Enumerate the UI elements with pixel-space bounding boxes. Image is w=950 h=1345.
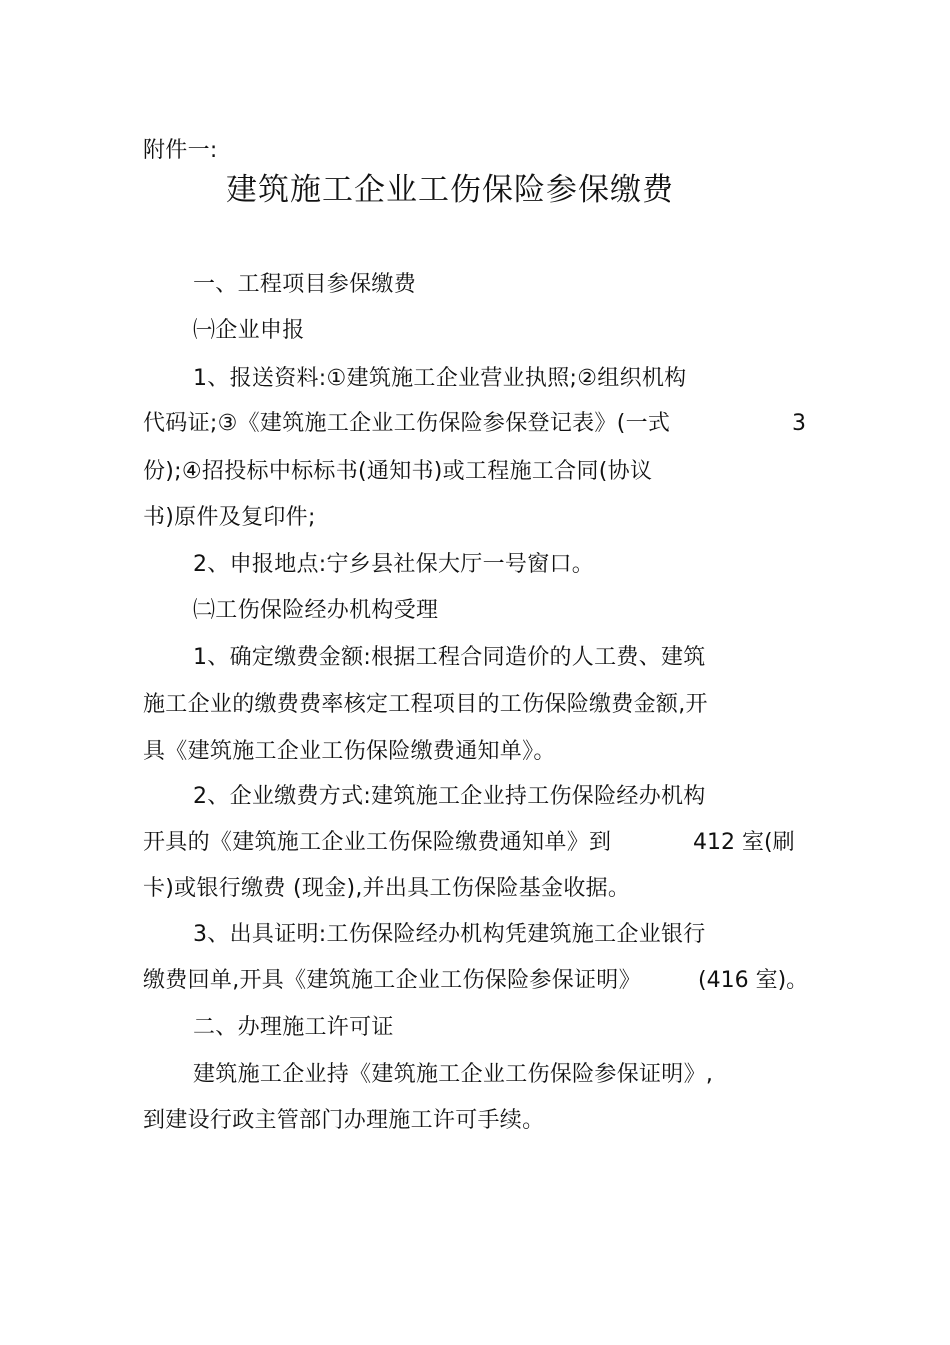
paragraph-line-tail: 3: [792, 411, 806, 436]
subsection-heading-2: ㈡工伤保险经办机构受理: [193, 598, 439, 623]
paragraph-line: 1、确定缴费金额:根据工程合同造价的人工费、建筑: [193, 645, 706, 670]
attachment-label: 附件一:: [143, 138, 218, 163]
paragraph-line: 建筑施工企业持《建筑施工企业工伤保险参保证明》,: [193, 1062, 714, 1087]
paragraph-line: 2、申报地点:宁乡县社保大厅一号窗口。: [193, 552, 595, 577]
paragraph-line: 施工企业的缴费费率核定工程项目的工伤保险缴费金额,开: [143, 692, 708, 717]
paragraph-line: 到建设行政主管部门办理施工许可手续。: [143, 1108, 545, 1133]
paragraph-line: 1、报送资料:①建筑施工企业营业执照;②组织机构: [193, 366, 687, 391]
page-title: 建筑施工企业工伤保险参保缴费: [226, 172, 674, 208]
paragraph-line: 份);④招投标中标标书(通知书)或工程施工合同(协议: [143, 459, 653, 484]
paragraph-line: 卡)或银行缴费 (现金),并出具工伤保险基金收据。: [143, 876, 631, 901]
section-heading-1: 一、工程项目参保缴费: [193, 272, 417, 297]
paragraph-line: 3、出具证明:工伤保险经办机构凭建筑施工企业银行: [193, 922, 706, 947]
paragraph-line-tail: 412 室(刷: [693, 830, 795, 855]
paragraph-line: 书)原件及复印件;: [143, 505, 316, 530]
paragraph-line: 2、企业缴费方式:建筑施工企业持工伤保险经办机构: [193, 784, 706, 809]
paragraph-line: 代码证;③《建筑施工企业工伤保险参保登记表》(一式: [143, 411, 671, 436]
section-heading-2: 二、办理施工许可证: [193, 1015, 394, 1040]
paragraph-line: 缴费回单,开具《建筑施工企业工伤保险参保证明》: [143, 968, 641, 993]
subsection-heading-1: ㈠企业申报: [193, 318, 305, 343]
paragraph-line-tail: (416 室)。: [698, 968, 809, 993]
paragraph-line: 开具的《建筑施工企业工伤保险缴费通知单》到: [143, 830, 612, 855]
paragraph-line: 具《建筑施工企业工伤保险缴费通知单》。: [143, 739, 556, 764]
